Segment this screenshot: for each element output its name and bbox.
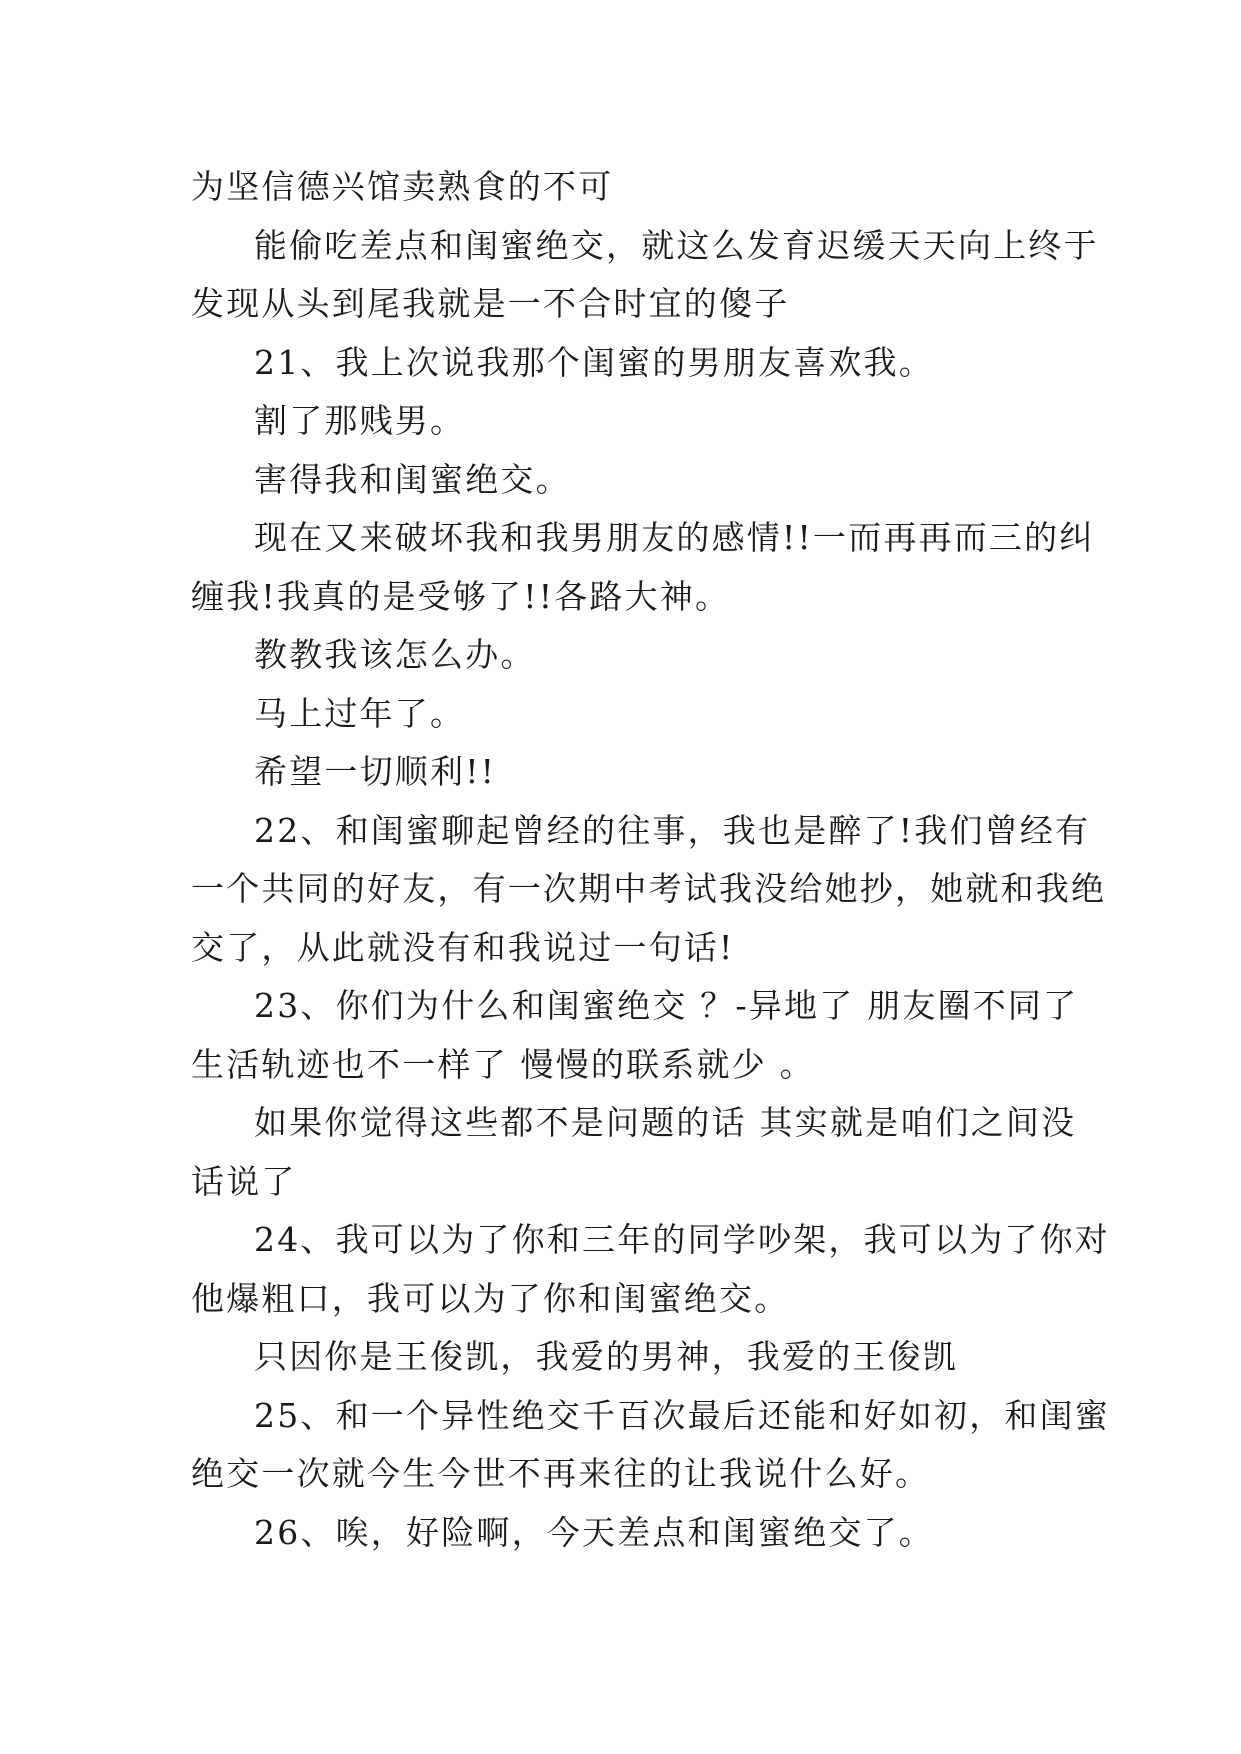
text-line: 21、我上次说我那个闺蜜的男朋友喜欢我。 xyxy=(254,342,934,382)
text-line: 能偷吃差点和闺蜜绝交，就这么发育迟缓天天向上终于 xyxy=(254,225,1099,265)
text-line: 23、你们为什么和闺蜜绝交 ？-异地了 朋友圈不同了 xyxy=(254,986,1079,1025)
text-line: 24、我可以为了你和三年的同学吵架，我可以为了你对 xyxy=(254,1220,1110,1259)
text-line: 缠我!我真的是受够了!!各路大神。 xyxy=(191,576,731,616)
text-line: 他爆粗口，我可以为了你和闺蜜绝交。 xyxy=(191,1278,790,1318)
text-line: 为坚信德兴馆卖熟食的不可 xyxy=(191,167,614,206)
text-line: 如果你觉得这些都不是问题的话 其实就是咱们之间没 xyxy=(254,1103,1077,1142)
text-line: 割了那贱男。 xyxy=(254,401,466,440)
text-line: 教教我该怎么办。 xyxy=(254,635,536,674)
text-line: 现在又来破坏我和我男朋友的感情!!一而再再而三的纠 xyxy=(254,518,1095,557)
text-line: 25、和一个异性绝交千百次最后还能和好如初，和闺蜜 xyxy=(254,1395,1110,1435)
text-line: 希望一切顺利!! xyxy=(254,752,497,791)
text-line: 绝交一次就今生今世不再来往的让我说什么好。 xyxy=(191,1454,931,1493)
text-line: 只因你是王俊凯，我爱的男神，我爱的王俊凯 xyxy=(254,1337,958,1376)
text-line: 一个共同的好友，有一次期中考试我没给她抄，她就和我绝 xyxy=(191,869,1107,908)
body-text xyxy=(191,158,1110,1562)
text-line: 害得我和闺蜜绝交。 xyxy=(254,459,571,499)
text-line: 马上过年了。 xyxy=(254,693,466,733)
text-line: 26、唉，好险啊，今天差点和闺蜜绝交了。 xyxy=(254,1512,934,1552)
text-line: 话说了 xyxy=(191,1161,297,1201)
text-line: 发现从头到尾我就是一不合时宜的傻子 xyxy=(191,284,790,323)
text-line: 22、和闺蜜聊起曾经的往事，我也是醉了!我们曾经有 xyxy=(254,810,1091,850)
text-line: 交了，从此就没有和我说过一句话! xyxy=(191,927,735,967)
text-line: 生活轨迹也不一样了 慢慢的联系就少 。 xyxy=(191,1044,815,1084)
